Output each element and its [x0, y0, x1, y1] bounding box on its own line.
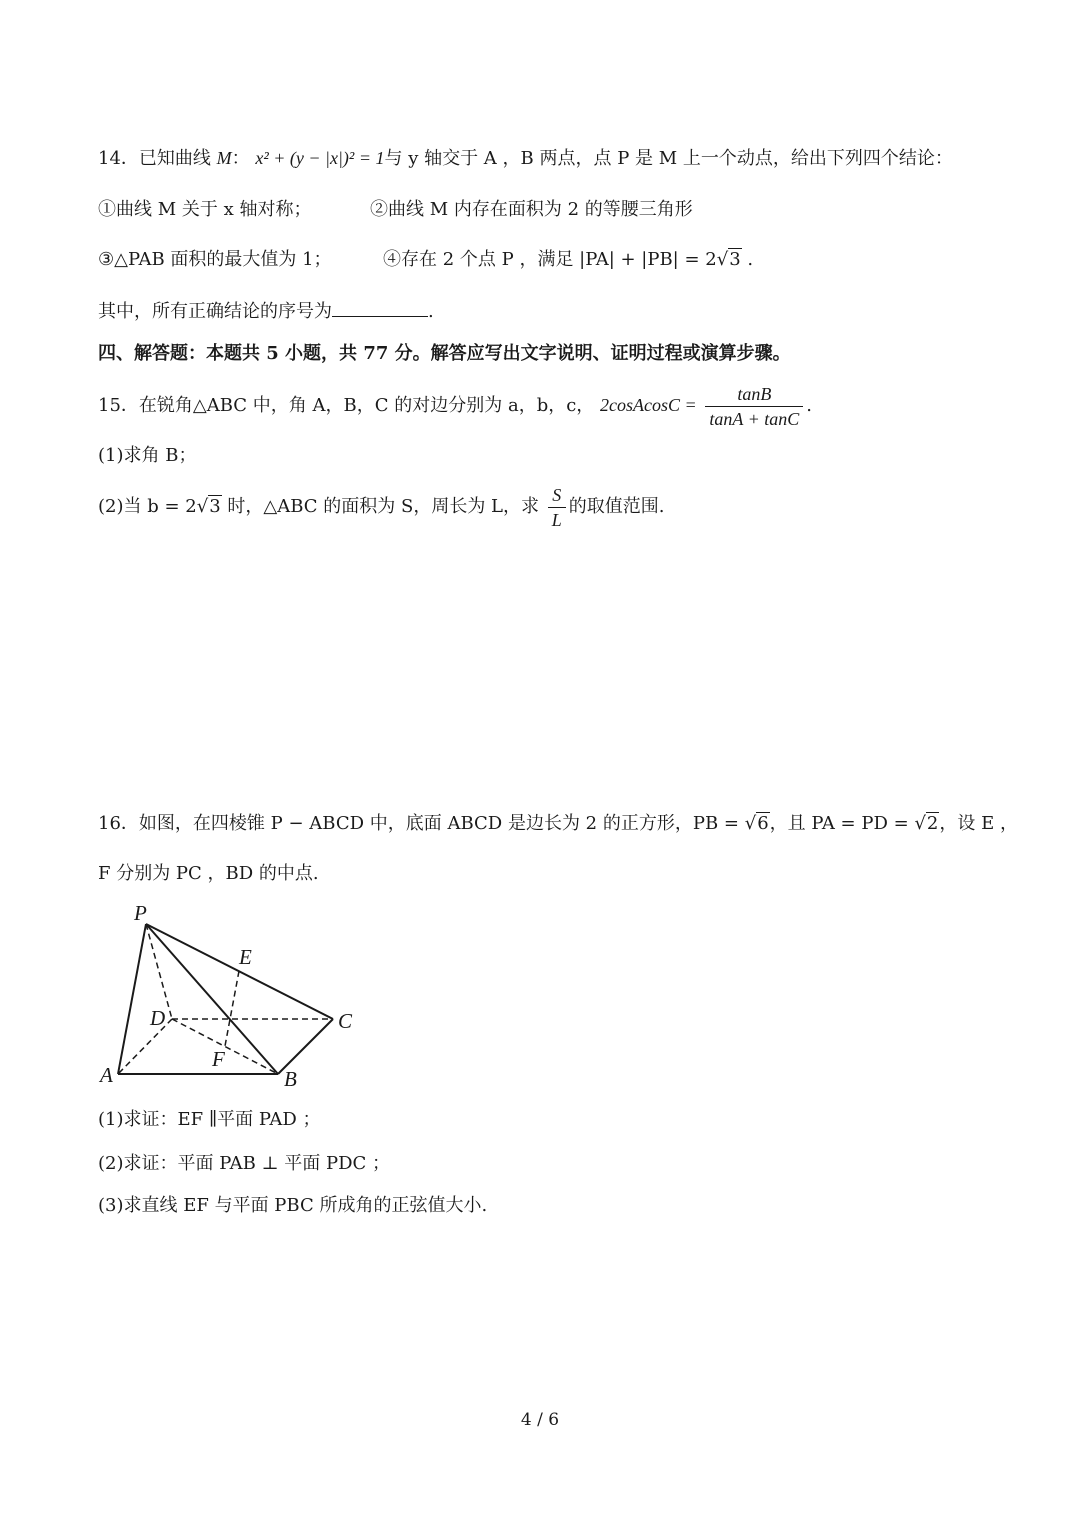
q14-stem: 14．已知曲线 M： x² + (y − |x|)² = 1与 y 轴交于 A ，B 两点，点 P 是 M 上一个动点，给出下列四个结论： [98, 148, 953, 169]
q15-stem: 15．在锐角△ABC 中，角 A，B，C 的对边分别为 a，b，c， 2cosAcosC = $\frac{\tan B}{\tan A + \tan C}$ . [98, 383, 812, 429]
label-p: P [134, 901, 147, 925]
label-f: F [212, 1047, 225, 1071]
edge-pa [118, 924, 146, 1074]
label-e: E [239, 945, 252, 969]
label-a: A [100, 1063, 113, 1087]
q15-fraction: $\frac{\tan B}{\tan A + \tan C}$ [705, 382, 803, 431]
label-b: B [284, 1067, 297, 1090]
q16-stem-line-2: F 分别为 PC ，BD 的中点. [98, 863, 319, 884]
q16-stem-line-1: 16．如图，在四棱锥 P − ABCD 中，底面 ABCD 是边长为 2 的正方形，PB = √6，且 PA = PD = √2，设 E ， [98, 813, 1018, 834]
section-heading: 四、解答题：本题共 5 小题，共 77 分。解答应写出文字说明、证明过程或演算步骤。 [98, 343, 791, 364]
q14-option-1: ①曲线 M 关于 x 轴对称； [98, 199, 312, 220]
q16-part-3: (3)求直线 EF 与平面 PBC 所成角的正弦值大小. [98, 1195, 488, 1216]
label-d: D [150, 1006, 166, 1030]
diagonal-bd [172, 1019, 278, 1074]
q15-part-1: (1)求角 B； [98, 445, 197, 466]
q14-answer-line: 其中，所有正确结论的序号为 . [98, 298, 434, 326]
q16-part-2: (2)求证：平面 PAB ⊥ 平面 PDC ； [98, 1153, 391, 1174]
q15-s-over-l: $\frac{S}{L}$ [548, 483, 566, 532]
answer-blank[interactable] [332, 298, 428, 317]
q16-part-1: (1)求证：EF ∥平面 PAD ； [98, 1109, 321, 1130]
pyramid-figure [98, 900, 368, 1090]
edge-bc [278, 1019, 333, 1074]
q14-option-4: ④存在 2 个点 P ，满足 |PA| + |PB| = 2√3 . [383, 249, 754, 270]
q15-part-2: (2)当 b = 2√3 时，△ABC 的面积为 S，周长为 L，求 $\frac{S}{L}$ 的取值范围. [98, 484, 665, 530]
q14-equation: x² + (y − |x|)² = 1 [255, 148, 385, 168]
label-c: C [338, 1009, 353, 1033]
page-number: 4 / 6 [520, 1410, 560, 1430]
segment-ef [225, 971, 239, 1046]
q14-option-3: ③△PAB 面积的最大值为 1； [98, 249, 332, 270]
q14-option-2: ②曲线 M 内存在面积为 2 的等腰三角形 [370, 199, 693, 220]
